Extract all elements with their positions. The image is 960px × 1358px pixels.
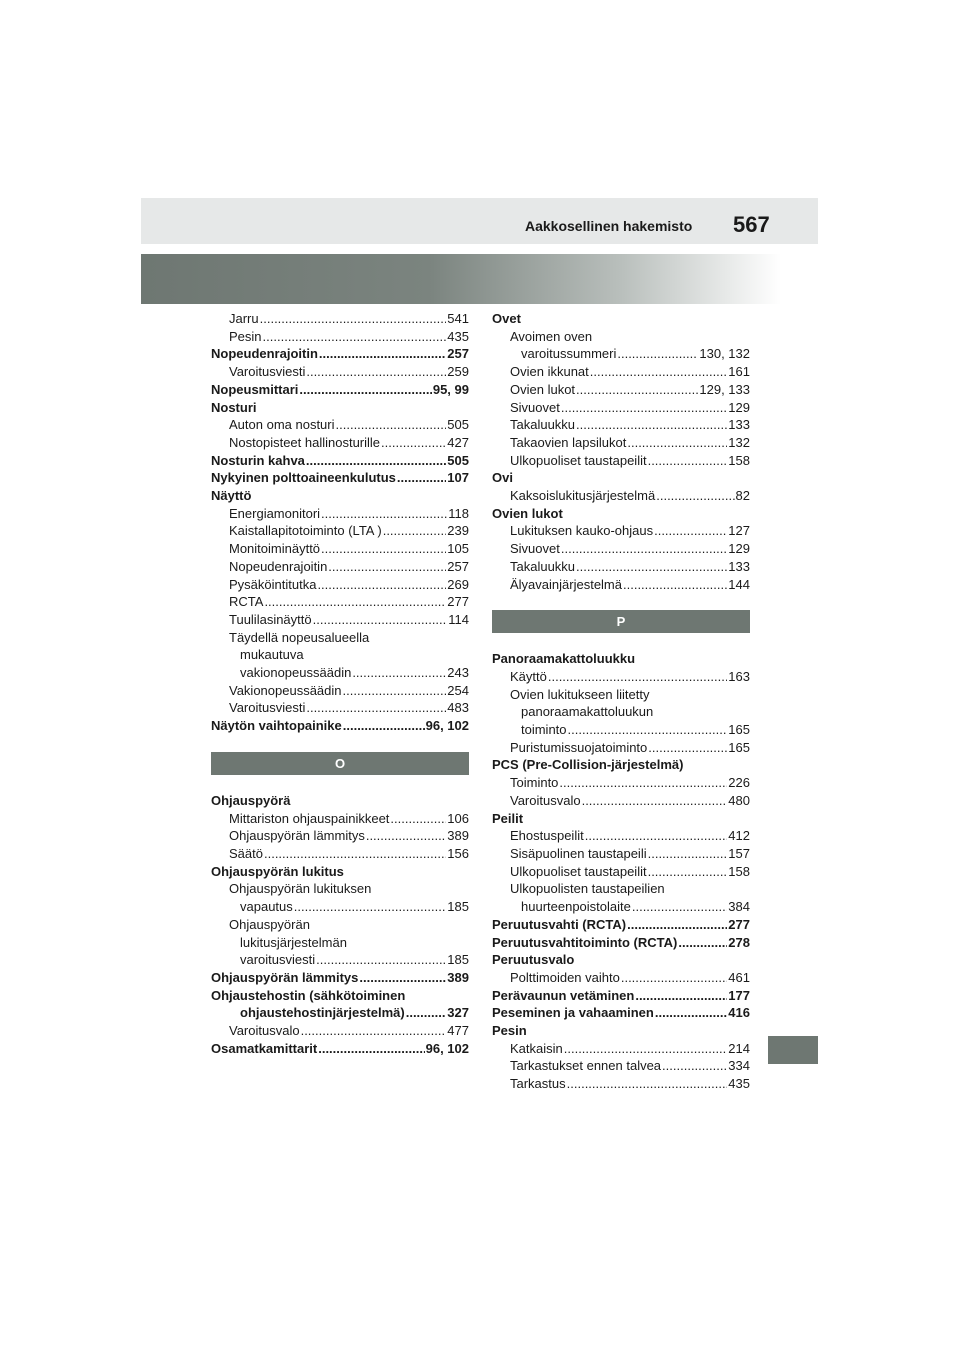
index-subentry [492, 1075, 750, 1093]
entry-page-ref: 107 [447, 470, 469, 486]
entry-page-ref: 158 [728, 452, 750, 468]
leader-dots [406, 1004, 447, 1022]
entry-label: Kaistallapitotoiminto (LTA ) [229, 523, 382, 539]
leader-dots [390, 810, 446, 828]
index-subentry [211, 310, 469, 328]
entry-page-ref: 259 [447, 364, 469, 380]
index-subentry [492, 345, 750, 363]
leader-dots [621, 969, 727, 987]
entry-page-ref: 133 [728, 558, 750, 574]
index-subentry [211, 611, 469, 629]
leader-dots [263, 328, 447, 346]
index-subentry [211, 664, 469, 682]
leader-dots [359, 969, 446, 987]
entry-label: Takaluukku [510, 417, 576, 433]
index-column-left [211, 310, 469, 1057]
index-subentry [211, 699, 469, 717]
entry-label: Nopeudenrajoitin [229, 558, 328, 574]
entry-page-ref: 277 [447, 594, 469, 610]
entry-label: Sivuovet [510, 541, 560, 557]
index-subentry [492, 739, 750, 757]
entry-label: vakionopeussäädin [240, 665, 352, 681]
index-subentry [211, 827, 469, 845]
index-heading: Ovet [492, 311, 521, 326]
index-subentry [492, 1057, 750, 1075]
index-subentry [492, 792, 750, 810]
entry-label: Nykyinen polttoaineenkulutus [211, 470, 396, 486]
leader-dots [381, 434, 446, 452]
leader-dots [623, 576, 727, 594]
index-subentry [492, 898, 750, 916]
leader-dots [559, 774, 727, 792]
entry-page-ref: 130, 132 [699, 346, 750, 362]
index-subentry [211, 951, 469, 969]
leader-dots [383, 522, 447, 540]
index-subentry [492, 969, 750, 987]
entry-page-ref: 257 [447, 346, 469, 362]
index-subentry [492, 576, 750, 594]
section-letter-header: P [492, 610, 750, 633]
header-title: Aakkosellinen hakemisto [525, 218, 693, 234]
leader-dots [260, 310, 447, 328]
entry-page-ref: 114 [448, 611, 469, 627]
entry-page-ref: 389 [447, 828, 469, 844]
index-heading: Ohjauspyörä [211, 792, 291, 808]
entry-label: Ovien lukot [510, 381, 576, 397]
entry-page-ref: 105 [447, 541, 469, 557]
index-entry [492, 1004, 750, 1022]
entry-page-ref: 156 [447, 845, 469, 861]
index-entry [211, 345, 469, 363]
entry-label: huurteenpoistolaite [521, 899, 631, 915]
leader-dots [655, 1004, 727, 1022]
leader-dots [632, 898, 727, 916]
entry-page-ref: 427 [447, 434, 469, 450]
leader-dots [321, 540, 446, 558]
leader-dots [321, 505, 447, 523]
leader-dots [567, 1075, 728, 1093]
entry-label: ohjaustehostinjärjestelmä) [240, 1005, 405, 1021]
leader-dots [316, 951, 446, 969]
entry-page-ref: 389 [447, 969, 469, 985]
entry-page-ref: 243 [447, 665, 469, 681]
entry-page-ref: 185 [447, 952, 469, 968]
entry-page-ref: 129 [728, 399, 750, 415]
leader-dots [313, 611, 448, 629]
index-subentry [211, 682, 469, 700]
section-letter-header: O [211, 752, 469, 775]
index-entry [492, 987, 750, 1005]
leader-dots [576, 381, 698, 399]
leader-dots [306, 452, 446, 470]
entry-page-ref: 384 [728, 899, 750, 915]
leader-dots [397, 469, 446, 487]
index-subentry [492, 381, 750, 399]
leader-dots [576, 416, 727, 434]
index-subentry [211, 593, 469, 611]
entry-label: Lukituksen kauko-ohjaus [510, 523, 654, 539]
entry-label: Polttimoiden vaihto [510, 969, 620, 985]
leader-dots [343, 682, 447, 700]
entry-page-ref: 505 [447, 417, 469, 433]
index-entry [211, 969, 469, 987]
leader-dots [366, 827, 446, 845]
entry-label: varoitussummeri [521, 346, 617, 362]
index-heading: Peilit [492, 810, 524, 826]
leader-dots [564, 1040, 728, 1058]
entry-label: Käyttö [510, 668, 547, 684]
leader-dots [299, 381, 431, 399]
leader-dots [678, 934, 727, 952]
index-subentry [211, 1004, 469, 1022]
entry-page-ref: 239 [447, 523, 469, 539]
entry-label: Sivuovet [510, 399, 560, 415]
index-subentry-text: Ovien lukitukseen liitetty [510, 686, 650, 702]
leader-dots [352, 664, 446, 682]
section-thumb-tab [768, 1036, 818, 1064]
entry-page-ref: 334 [728, 1058, 750, 1074]
entry-label: Auton oma nosturi [229, 417, 335, 433]
index-subentry [492, 668, 750, 686]
leader-dots [318, 1040, 424, 1058]
index-subentry [492, 363, 750, 381]
entry-label: Tarkastukset ennen talvea [510, 1058, 662, 1074]
entry-label: Puristumissuojatoiminto [510, 739, 648, 755]
entry-label: Sisäpuolinen taustapeili [510, 845, 647, 861]
entry-label: Nosturin kahva [211, 452, 305, 468]
entry-label: Peseminen ja vahaaminen [492, 1005, 654, 1021]
index-subentry [492, 452, 750, 470]
index-entry [492, 916, 750, 934]
leader-dots [294, 898, 447, 916]
index-subentry-text: Ohjauspyörän [229, 916, 310, 932]
index-heading: Peruutusvalo [492, 952, 575, 968]
entry-page-ref: 161 [728, 364, 750, 380]
index-subentry [211, 1022, 469, 1040]
entry-page-ref: 257 [447, 558, 469, 574]
header-band [141, 198, 818, 244]
entry-label: Peruutusvahti (RCTA) [492, 916, 627, 932]
entry-label: Ehostuspeilit [510, 828, 584, 844]
entry-page-ref: 96, 102 [425, 1040, 469, 1056]
entry-label: Varoitusvalo [229, 1023, 300, 1039]
entry-label: Vakionopeussäädin [229, 682, 342, 698]
entry-label: Osamatkamittarit [211, 1040, 318, 1056]
entry-page-ref: 477 [447, 1023, 469, 1039]
entry-label: varoitusviesti [240, 952, 316, 968]
leader-dots [648, 452, 728, 470]
leader-dots [561, 540, 727, 558]
entry-page-ref: 480 [728, 792, 750, 808]
index-subentry-text: Avoimen oven [510, 328, 593, 344]
entry-page-ref: 412 [728, 828, 750, 844]
index-subentry [211, 898, 469, 916]
index-subentry [211, 434, 469, 452]
entry-label: Ohjauspyörän lämmitys [229, 828, 365, 844]
entry-label: Ulkopuoliset taustapeilit [510, 863, 647, 879]
leader-dots [568, 721, 728, 739]
entry-label: Nopeudenrajoitin [211, 346, 318, 362]
leader-dots [306, 363, 446, 381]
leader-dots [264, 593, 446, 611]
entry-label: Toiminto [510, 775, 559, 791]
entry-label: Jarru [229, 311, 259, 326]
index-entry [211, 452, 469, 470]
index-heading: Ovien lukot [492, 505, 563, 521]
entry-label: Näytön vaihtopainike [211, 718, 342, 734]
entry-page-ref: 129 [728, 541, 750, 557]
entry-page-ref: 133 [728, 417, 750, 433]
index-heading: Pesin [492, 1023, 527, 1039]
index-subentry [492, 863, 750, 881]
entry-page-ref: 177 [728, 987, 750, 1003]
entry-page-ref: 269 [447, 576, 469, 592]
entry-page-ref: 132 [728, 434, 750, 450]
leader-dots [328, 558, 446, 576]
entry-label: Ovien ikkunat [510, 364, 589, 380]
entry-label: Varoitusvalo [510, 792, 581, 808]
entry-label: Tuulilasinäyttö [229, 611, 312, 627]
entry-label: Pysäköintitutka [229, 576, 317, 592]
index-subentry [211, 505, 469, 523]
leader-dots [627, 916, 727, 934]
index-subentry [211, 363, 469, 381]
leader-dots [635, 987, 727, 1005]
index-heading: Ohjauspyörän lukitus [211, 863, 344, 879]
leader-dots [662, 1057, 727, 1075]
entry-page-ref: 157 [728, 845, 750, 861]
entry-label: RCTA [229, 594, 264, 610]
entry-page-ref: 461 [728, 969, 750, 985]
entry-label: Peruutusvahtitoiminto (RCTA) [492, 934, 678, 950]
entry-page-ref: 483 [447, 700, 469, 716]
leader-dots [648, 863, 728, 881]
leader-dots [576, 558, 727, 576]
index-subentry [492, 540, 750, 558]
leader-dots [343, 717, 425, 735]
entry-page-ref: 278 [728, 934, 750, 950]
index-subentry [211, 522, 469, 540]
leader-dots [590, 363, 728, 381]
index-entry [211, 1040, 469, 1058]
entry-label: Pesin [229, 328, 262, 344]
index-subentry-text: Ohjauspyörän lukituksen [229, 881, 372, 897]
leader-dots [648, 739, 727, 757]
leader-dots [656, 487, 734, 505]
index-heading: Ovi [492, 470, 513, 486]
index-heading: Näyttö [211, 488, 252, 504]
index-entry [211, 469, 469, 487]
leader-dots [264, 845, 446, 863]
entry-label: Ulkopuoliset taustapeilit [510, 452, 647, 468]
index-subentry [211, 328, 469, 346]
index-subentry [211, 810, 469, 828]
index-entry [211, 717, 469, 735]
index-subentry [211, 416, 469, 434]
index-subentry-text: Ulkopuolisten taustapeilien [510, 881, 665, 897]
leader-dots [317, 576, 446, 594]
index-subentry-text: panoraamakattoluukun [521, 704, 654, 720]
index-subentry [492, 558, 750, 576]
entry-label: Energiamonitori [229, 505, 321, 521]
leader-dots [617, 345, 698, 363]
entry-label: Takaovien lapsilukot [510, 434, 627, 450]
index-heading: Nosturi [211, 399, 257, 415]
leader-dots [582, 792, 728, 810]
leader-dots [654, 522, 727, 540]
leader-dots [548, 668, 727, 686]
entry-page-ref: 254 [447, 682, 469, 698]
entry-label: Monitoiminäyttö [229, 541, 321, 557]
index-heading: PCS (Pre-Collision-järjestelmä) [492, 757, 684, 773]
index-subentry-text: Täydellä nopeusalueella [229, 629, 370, 645]
index-subentry [492, 434, 750, 452]
entry-page-ref: 505 [447, 452, 469, 468]
index-subentry [211, 845, 469, 863]
index-subentry [492, 721, 750, 739]
index-entry [211, 381, 469, 399]
index-subentry [211, 540, 469, 558]
leader-dots [306, 699, 446, 717]
entry-page-ref: 277 [728, 916, 750, 932]
entry-page-ref: 435 [447, 328, 469, 344]
index-subentry [492, 827, 750, 845]
entry-label: Säätö [229, 845, 263, 861]
entry-label: Takaluukku [510, 558, 576, 574]
entry-page-ref: 95, 99 [432, 381, 469, 397]
entry-label: Mittariston ohjauspainikkeet [229, 810, 390, 826]
leader-dots [627, 434, 727, 452]
leader-dots [561, 399, 727, 417]
index-subentry [492, 399, 750, 417]
index-heading: Ohjaustehostin (sähkötoiminen [211, 987, 406, 1003]
entry-label: Älyavainjärjestelmä [510, 576, 622, 592]
entry-page-ref: 82 [735, 488, 750, 504]
entry-label: Kaksoislukitusjärjestelmä [510, 488, 656, 504]
entry-label: vapautus [240, 899, 293, 915]
leader-dots [585, 827, 728, 845]
index-subentry-text: mukautuva [240, 647, 304, 663]
entry-label: toiminto [521, 722, 567, 738]
entry-page-ref: 96, 102 [425, 718, 469, 734]
index-subentry [211, 558, 469, 576]
entry-page-ref: 158 [728, 863, 750, 879]
entry-page-ref: 106 [447, 810, 469, 826]
entry-page-ref: 541 [447, 311, 469, 326]
index-subentry [492, 845, 750, 863]
entry-label: Tarkastus [510, 1076, 566, 1092]
index-subentry [492, 416, 750, 434]
entry-page-ref: 165 [728, 722, 750, 738]
entry-page-ref: 214 [728, 1040, 750, 1056]
index-entry [492, 934, 750, 952]
entry-label: Nostopisteet hallinosturille [229, 434, 381, 450]
index-subentry [492, 522, 750, 540]
leader-dots [301, 1022, 447, 1040]
entry-page-ref: 118 [448, 505, 469, 521]
entry-label: Varoitusviesti [229, 364, 306, 380]
entry-label: Varoitusviesti [229, 700, 306, 716]
index-column-right [492, 310, 750, 1093]
index-subentry [211, 576, 469, 594]
index-heading: Panoraamakattoluukku [492, 651, 636, 667]
decorative-gradient-band [141, 254, 781, 304]
index-subentry [492, 487, 750, 505]
entry-label: Perävaunun vetäminen [492, 987, 635, 1003]
entry-page-ref: 226 [728, 775, 750, 791]
leader-dots [319, 345, 446, 363]
index-subentry-text: lukitusjärjestelmän [240, 934, 347, 950]
index-subentry [492, 1040, 750, 1058]
leader-dots [336, 416, 447, 434]
entry-page-ref: 185 [447, 899, 469, 915]
entry-page-ref: 416 [728, 1005, 750, 1021]
entry-page-ref: 129, 133 [699, 381, 750, 397]
entry-page-ref: 165 [728, 739, 750, 755]
index-subentry [492, 774, 750, 792]
leader-dots [648, 845, 728, 863]
entry-page-ref: 144 [728, 576, 750, 592]
entry-label: Katkaisin [510, 1040, 563, 1056]
page-number: 567 [733, 212, 770, 237]
entry-label: Nopeusmittari [211, 381, 299, 397]
entry-page-ref: 127 [728, 523, 750, 539]
entry-label: Ohjauspyörän lämmitys [211, 969, 359, 985]
entry-page-ref: 435 [728, 1076, 750, 1092]
entry-page-ref: 163 [728, 668, 750, 684]
entry-page-ref: 327 [447, 1005, 469, 1021]
